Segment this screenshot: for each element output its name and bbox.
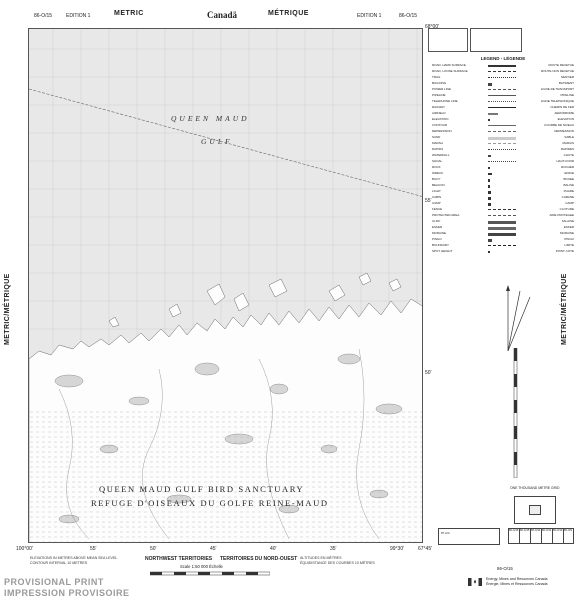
legend-label-fr: CHUTE (563, 154, 574, 157)
legend-label-fr: BÂTIMENT (558, 82, 574, 85)
metric-label-left: METRIC (114, 10, 144, 17)
sheet-index-grid (508, 528, 572, 543)
legend-label-fr: HAUT-FOND (556, 160, 574, 163)
lat-mid: 55' (425, 198, 432, 204)
topographic-map (29, 29, 423, 543)
location-diagram (514, 496, 556, 524)
legend-label-en: TELEPHONE LINE (432, 100, 458, 103)
legend-label-fr: COURBE DE NIVEAU (544, 124, 574, 127)
legend-symbol (488, 173, 492, 175)
legend-symbol (488, 113, 498, 115)
legend-label-en: FENCE (432, 208, 443, 211)
lon-tick-4: 40' (270, 546, 277, 552)
legend-label-en: PINGO (432, 238, 442, 241)
marsh-area (29, 409, 423, 543)
contour-note: CONTOUR INTERVAL 10 METRES (30, 561, 88, 565)
legend-symbol (488, 137, 516, 140)
sheet-index-cell: 86-O/9 (563, 528, 574, 544)
lon-tick-5: 35' (330, 546, 337, 552)
legend-symbol (488, 155, 491, 157)
legend-label-en: PIPELINE (432, 94, 446, 97)
legend-label-en: RAPIDS (432, 148, 444, 151)
legend-label-en: BOUNDARY (432, 244, 449, 247)
legend-symbol (488, 185, 490, 188)
lat-top: 68°00' (425, 24, 440, 30)
legend-label-fr: SENTIER (560, 76, 574, 79)
footer-sheet-code: 86-O/15 (497, 566, 513, 571)
legend-title: LEGEND - LÉGENDE (480, 56, 526, 61)
legend-symbol (488, 101, 516, 104)
legend-symbol (488, 209, 516, 212)
legend-symbol (488, 221, 516, 224)
legend-symbol (488, 167, 490, 169)
legend-label-fr: CLÔTURE (559, 208, 574, 211)
sheet-number-left: 86-O/15 (34, 13, 53, 19)
legend-symbol (488, 119, 490, 121)
adjoining-sheet-label: 87 A/4 (441, 531, 450, 535)
legend-label-en: LIGHT (432, 190, 441, 193)
legend-label-en: CABIN (432, 196, 442, 199)
legend-label-fr: PIPELINE (560, 94, 574, 97)
legend-label-fr: MORAINE (559, 232, 574, 235)
legend-label-en: DEPRESSION (432, 130, 452, 133)
legend-label-fr: AIRE PROTÉGÉE (549, 214, 574, 217)
legend-symbol (488, 89, 516, 92)
provisional-print-label-fr: IMPRESSION PROVISOIRE (4, 588, 130, 598)
legend-label-en: ROAD, LOOSE SURFACE (432, 70, 468, 73)
legend-label-en: ROAD, HARD SURFACE (432, 64, 466, 67)
legend-label-en: ROCK (432, 166, 441, 169)
scale-text: Scale 1:50 000 Échelle (180, 564, 223, 569)
legend-label-fr: CHEMIN DE FER (550, 106, 574, 109)
legend-label-en: SAND (432, 136, 441, 139)
legend-symbol (488, 107, 516, 110)
legend-symbol (488, 191, 491, 194)
legend-label-en: MARSH (432, 142, 443, 145)
legend-label-en: RAILWAY (432, 106, 445, 109)
legend-label-fr: BOUÉE (563, 178, 574, 181)
legend-symbol (488, 143, 516, 146)
legend-label-fr: ROUTE REVÊTUE (548, 64, 574, 67)
legend-symbol (488, 215, 516, 218)
legend-symbol (488, 71, 516, 74)
legend-label-en: WATERFALL (432, 154, 450, 157)
lat-lower: 50' (425, 370, 432, 376)
adjoining-sheets (438, 528, 500, 545)
vertical-scale-bar (513, 348, 519, 478)
territory-en: NORTHWEST TERRITORIES (145, 556, 213, 562)
legend-label-en: CAMP (432, 202, 441, 205)
legend-label-en: BEACON (432, 184, 445, 187)
legend-symbol (488, 239, 492, 242)
legend-label-en: TRAIL (432, 76, 441, 79)
legend-label-fr: SABLE (564, 136, 574, 139)
legend-symbol (488, 77, 516, 80)
location-marker (529, 505, 541, 515)
sheet-number-right: 86-O/15 (399, 13, 418, 19)
map-frame[interactable] (28, 28, 423, 543)
lon-bottom-left: 100°00' (16, 546, 33, 552)
legend-label-fr: PHARE (563, 190, 574, 193)
legend-label-en: BUILDING (432, 82, 447, 85)
legend-label-en: ESKER (432, 226, 443, 229)
legend-symbol (488, 125, 516, 128)
legend-label-fr: POINT COTÉ (555, 250, 574, 253)
legend-label-en: SHOAL (432, 160, 443, 163)
legend-label-en: AIRFIELD (432, 112, 446, 115)
sheet-index-cell: 86-O/11 (541, 528, 553, 544)
equidistance-note: ÉQUIDISTANCE DES COURBES 10 MÈTRES (300, 561, 375, 565)
canada-wordmark: Canadä (207, 10, 238, 20)
gulf-label-line1: QUEEN MAUD (171, 114, 250, 123)
legend-label-fr: DÉPRESSION (554, 130, 574, 133)
legend-label-fr: CAMP (565, 202, 574, 205)
legend-label-en: MORAINE (432, 232, 447, 235)
legend-symbol (488, 197, 491, 200)
legend-symbol (488, 131, 516, 134)
metric-label-right: MÉTRIQUE (268, 10, 309, 17)
legend-label-fr: ÉPAVE (564, 172, 574, 175)
legend-symbol (488, 251, 490, 253)
legend-label-fr: CABANE (561, 196, 574, 199)
lon-tick-1: 55' (90, 546, 97, 552)
lon-tick-3: 45' (210, 546, 217, 552)
altitude-note: ALTITUDES EN MÈTRES (300, 556, 342, 560)
legend-symbol (488, 83, 492, 86)
legend-label-fr: LIGNE DE TRANSPORT (540, 88, 574, 91)
north-arrow-diagram (498, 283, 548, 353)
sheet-index-cell: 86-O/14 (530, 528, 542, 544)
provisional-print-label: PROVISIONAL PRINT (4, 577, 104, 587)
territory-fr: TERRITOIRES DU NORD-OUEST (220, 556, 298, 562)
sheet-index-cell: 86-O/16 (508, 528, 520, 544)
canada-flag-icon (468, 578, 482, 586)
legend-symbol (488, 227, 516, 230)
legend-label-en: ELEVATION (432, 118, 449, 121)
sheet-index-cell: 86-O/10 (552, 528, 564, 544)
grid-caption: ONE THOUSAND METRE GRID (510, 486, 560, 490)
legend-symbol (488, 203, 491, 206)
legend-symbol (488, 245, 516, 248)
edition-right: EDITION 1 (357, 13, 382, 19)
legend-label-fr: MARAIS (562, 142, 574, 145)
legend-symbol (488, 65, 516, 67)
legend-symbol (488, 161, 516, 164)
legend-label-fr: ROCHER (560, 166, 574, 169)
elevation-note: ELEVATIONS IN METRES ABOVE MEAN SEA LEVEL (30, 556, 118, 560)
legend-label-fr: PINGO (564, 238, 574, 241)
lon-tick-2: 50' (150, 546, 157, 552)
sanctuary-label-fr: REFUGE D'OISEAUX DU GOLFE REINE-MAUD (91, 498, 329, 508)
legend-symbol (488, 149, 516, 152)
legend-label-fr: FALAISE (561, 220, 574, 223)
legend-label-fr: BALISE (563, 184, 574, 187)
gulf-label-line2: GULF (201, 137, 233, 146)
legend-label-en: BUOY (432, 178, 441, 181)
legend-label-fr: ÉLÉVATION (557, 118, 574, 121)
legend-symbol (488, 179, 490, 182)
legend-label-fr: ROUTE NON REVÊTUE (540, 70, 574, 73)
legend-label-en: CLIFF (432, 220, 441, 223)
legend-label-en: WRECK (432, 172, 444, 175)
sanctuary-label-en: QUEEN MAUD GULF BIRD SANCTUARY (99, 484, 305, 494)
legend-label-en: POWER LINE (432, 88, 451, 91)
legend-symbol (488, 95, 516, 96)
side-label-right: METRIC/MÉTRIQUE (561, 273, 568, 345)
legend-symbol (488, 233, 516, 236)
legend-label-fr: LIMITE (564, 244, 574, 247)
lon-tick-6: 99°30' (390, 546, 405, 552)
info-box (470, 28, 522, 52)
legend-panel (428, 28, 578, 543)
agency-name-fr: Énergie, Mines et Ressources Canada (486, 582, 548, 586)
legend-label-fr: ESKER (563, 226, 574, 229)
side-label-left: METRIC/MÉTRIQUE (4, 273, 11, 345)
sheet-index-cell: 86-O/15 (519, 528, 531, 544)
edition-left: EDITION 1 (66, 13, 91, 19)
horizontal-scale-bar (150, 571, 270, 577)
notice-box (428, 28, 468, 52)
agency-name-en: Energy, Mines and Resources Canada (486, 577, 548, 581)
legend-label-fr: LIGNE TÉLÉPHONIQUE (540, 100, 574, 103)
legend-label-fr: RAPIDES (560, 148, 574, 151)
legend-label-en: PROTECTED AREA (432, 214, 460, 217)
legend-label-fr: AÉRODROME (554, 112, 574, 115)
legend-label-en: CONTOUR (432, 124, 448, 127)
lat-bottom-right: 67°45' (418, 546, 433, 552)
legend-label-en: SPOT HEIGHT (432, 250, 453, 253)
